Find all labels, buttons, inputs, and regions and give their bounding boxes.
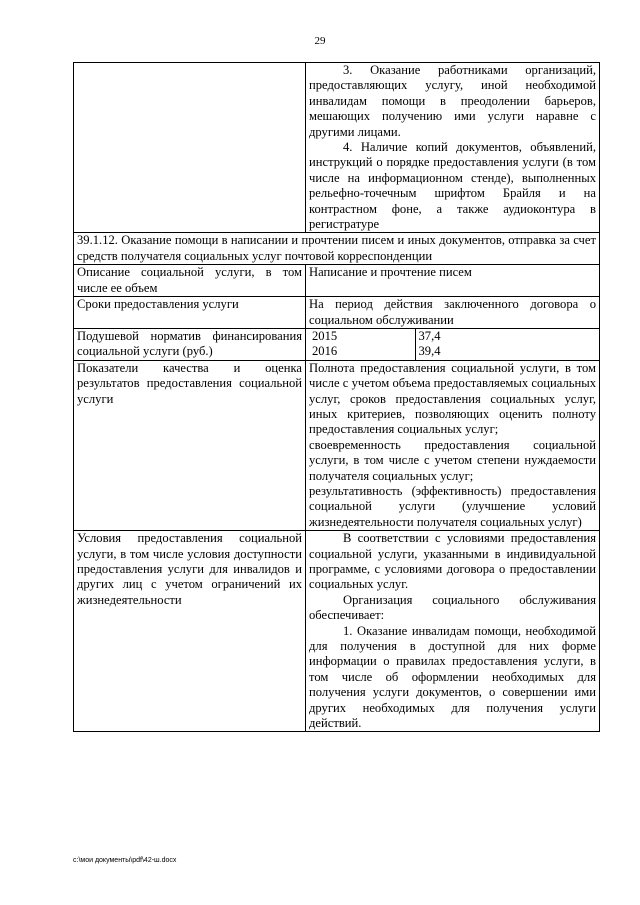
- continuation-row: [74, 63, 600, 233]
- section-heading: 39.1.12. Оказание помощи в написании и прочтении писем и иных документов, отправка за счет средств получателя социальных услуг почтовой корреспонденции: [74, 233, 600, 265]
- continuation-right-cell: [306, 63, 600, 233]
- terms-row: [74, 297, 600, 329]
- file-path-footer: c:\мои документы\pdf\42-ш.docx: [73, 857, 177, 864]
- norm-value: 39,4: [415, 344, 596, 359]
- accessibility-item-3: 3. Оказание работниками организаций, предоставляющих услугу, иной необходимой инвалидам помощи в преодолении барьеров, мешающих получению ими услуги наравне с другими лицами.: [309, 63, 596, 139]
- norm-year-row: [309, 329, 596, 344]
- conditions-value: [306, 531, 600, 732]
- continuation-left-cell: [74, 63, 306, 233]
- page-number: 29: [314, 35, 326, 47]
- quality-label: Показатели качества и оценка результатов предоставления социальной услуги: [74, 360, 306, 530]
- norm-label: Подушевой норматив финансирования социальной услуги (руб.): [74, 328, 306, 360]
- norm-values-cell: [306, 328, 600, 360]
- conditions-label: Условия предоставления социальной услуги, в том числе условия доступности предоставления услуги для инвалидов и других лиц с учетом ограничений их жизнедеятельности: [74, 531, 306, 732]
- quality-value: [306, 360, 600, 530]
- conditions-paragraph-3: 1. Оказание инвалидам помощи, необходимой для получения в доступной для них форме информации о правилах предоставления услуги, в том числе об оформлении необходимых для получения услуги документов, о совершении ими других необходимых для получения услуги действий.: [309, 623, 596, 731]
- description-value: Написание и прочтение писем: [306, 265, 600, 297]
- norm-year-row: [309, 344, 596, 359]
- norm-year: 2015: [312, 328, 338, 343]
- section-heading-row: [74, 233, 600, 265]
- services-table: [73, 62, 600, 732]
- quality-criterion-3: результативность (эффективность) предоставления социальной услуги (улучшение условий жизнедеятельности получателя социальных услуг): [309, 483, 596, 529]
- description-row: [74, 265, 600, 297]
- norm-year: 2016: [312, 344, 338, 359]
- conditions-paragraph-1: В соответствии с условиями предоставления социальной услуги, указанными в индивидуальной программе, с условиями договора о предоставлении социальных услуг.: [309, 531, 596, 592]
- terms-label: Сроки предоставления услуги: [74, 297, 306, 329]
- quality-row: [74, 360, 600, 530]
- quality-criterion-2: своевременность предоставления социальной услуги, в том числе с учетом степени нуждаемости получателя социальных услуг;: [309, 437, 596, 483]
- norm-value: 37,4: [415, 329, 596, 344]
- quality-criterion-1: Полнота предоставления социальной услуги, в том числе с учетом объема предоставляемых социальных услуг, сроков предоставления социальных услуг, иных критериев, позволяющих оценить полноту предоставления социальных услуг;: [309, 360, 596, 437]
- conditions-row: [74, 531, 600, 732]
- accessibility-item-4: 4. Наличие копий документов, объявлений, инструкций о порядке предоставления услуги (в том числе на информационном стенде), выполненных рельефно-точечным шрифтом Брайля и на контрастном фоне, а также аудиоконтура в регистратуре: [309, 140, 596, 232]
- description-label: Описание социальной услуги, в том числе ее объем: [74, 265, 306, 297]
- norm-row: [74, 328, 600, 360]
- norm-years-table: [309, 329, 596, 360]
- terms-value: На период действия заключенного договора о социальном обслуживании: [306, 297, 600, 329]
- conditions-paragraph-2: Организация социального обслуживания обеспечивает:: [309, 592, 596, 623]
